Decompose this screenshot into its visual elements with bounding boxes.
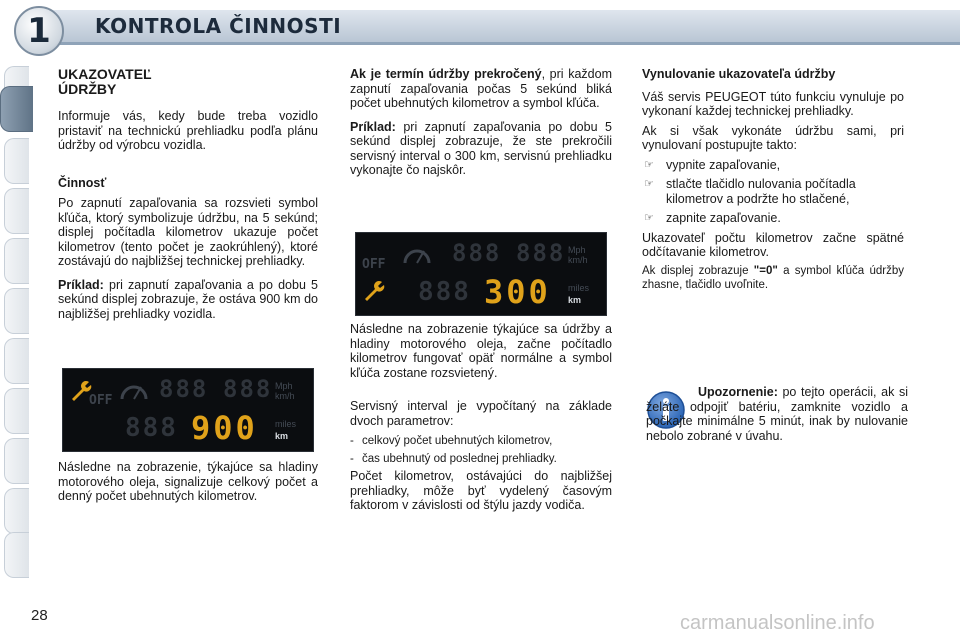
lcd-top-digits-2: 888 (516, 239, 566, 267)
chapter-tab[interactable] (4, 188, 29, 234)
column-right (642, 67, 904, 302)
reset-intro: Váš servis PEUGEOT túto funkciu vynuluje po vykonaní každej technickej prehliadky. (642, 89, 904, 118)
pointing-hand-icon: ☞ (644, 178, 654, 190)
example-paragraph (58, 278, 318, 322)
subsection-heading: Činnosť (58, 175, 107, 190)
display-text-after: a symbol kľúča údržby zhasne, tlačidlo uvoľnite. (642, 264, 904, 291)
speed-units: Mph km/h (275, 381, 295, 401)
heading-line: ÚDRŽBY (58, 81, 117, 97)
notice-text: po tejto operácii, ak si želáte odpojiť batériu, zamknite vozidlo a počkajte minimálne 5 minút, inak by nulovanie nebolo zobrané v úvahu. (646, 385, 908, 443)
list-item: - čas ubehnutý od poslednej prehliadky. (350, 452, 557, 465)
column-left-bottom (58, 460, 318, 513)
step-item (642, 158, 904, 173)
notice-box (646, 385, 908, 452)
example-text: pri zapnutí zapaľovania a po dobu 5 sekúnd displej zobrazuje, že ostáva 900 km do najbližšej prehliadky vozidla. (58, 277, 318, 321)
chapter-tab[interactable] (4, 238, 29, 284)
chapter-tab[interactable] (4, 288, 29, 334)
lcd-top-digits: 888 (159, 375, 209, 403)
chapter-tabs (0, 66, 40, 576)
lcd-top-digits: 888 (452, 239, 502, 267)
lcd-bottom-dim: 888 (125, 413, 178, 443)
chapter-number-badge: 1 (14, 6, 64, 56)
pointing-hand-icon: ☞ (644, 158, 654, 171)
header-rule (30, 42, 960, 45)
column-middle (350, 67, 612, 187)
speed-units: Mph km/h (568, 245, 588, 265)
overdue-text: , pri každom zapnutí zapaľovania počas 5 sekúnd bliká počet ubehnutých kilometrov a symbol kľúča. (350, 67, 612, 110)
list-item: - celkový počet ubehnutých kilometrov, (350, 435, 553, 447)
chapter-tab[interactable] (4, 438, 29, 484)
column-left (58, 67, 318, 330)
example-paragraph (350, 120, 612, 178)
odometer-display-300 (355, 232, 607, 316)
lcd-overdue-km: 300 (484, 273, 551, 311)
km-unit: km (568, 295, 582, 305)
off-label: OFF (89, 393, 113, 408)
step-item (642, 211, 904, 226)
section-heading (58, 67, 318, 97)
activity-paragraph: Po zapnutí zapaľovania sa rozsvieti symbol kľúča, ktorý symbolizuje údržbu, na 5 sekúnd; displej počítadla kilometrov ukazuje počet kilometrov (tento počet je zaokrúhlený), ktoré zostávajú do najbližšej technickej prehliadky. (58, 196, 318, 268)
restart-paragraph: Ukazovateľ počtu kilometrov začne spätné odčítavanie kilometrov. (642, 230, 904, 259)
off-label: OFF (362, 257, 386, 272)
list-item-text: celkový počet ubehnutých kilometrov, (362, 435, 553, 447)
pointing-hand-icon: ☞ (644, 212, 654, 224)
step-item (642, 177, 904, 206)
display-zero-paragraph (642, 264, 904, 293)
oil-gauge-icon (402, 241, 432, 267)
example-text: pri zapnutí zapaľovania po dobu 5 sekúnd displej zobrazuje, že ste prekročili servisný interval o 300 km, servisnú prehliadku vykonajte čo najskôr. (350, 119, 612, 177)
chapter-tab[interactable] (4, 388, 29, 434)
lcd-bottom-dim: 888 (418, 277, 471, 307)
notice-paragraph (646, 385, 908, 443)
step-text: zapnite zapaľovanie. (666, 211, 781, 225)
notice-label: Upozornenie: (698, 385, 778, 399)
interval-paragraph: Servisný interval je vypočítaný na základe dvoch parametrov: (350, 399, 612, 428)
list-item-text: čas ubehnutý od poslednej prehliadky. (362, 452, 557, 465)
after-display-paragraph: Následne na zobrazenie týkajúce sa údržby a hladiny motorového oleja, začne počítadlo kilometrov fungovať opäť normálne a symbol kľúča zostane rozsvietený. (350, 322, 612, 380)
remaining-paragraph: Počet kilometrov, ostávajúci do najbližšej prehliadky, môže byť vydelený časovým faktorom v závislosti od štýlu jazdy vodiča. (350, 469, 612, 512)
step-text: stlačte tlačidlo nulovania počítadla kilometrov a podržte ho stlačené, (666, 177, 856, 206)
lcd-top-digits-2: 888 (223, 375, 273, 403)
lcd-remaining-km: 900 (191, 409, 258, 447)
self-service-paragraph: Ak si však vykonáte údržbu sami, pri vynulovaní postupujte takto: (642, 123, 904, 152)
odometer-display-900 (62, 368, 314, 452)
wrench-icon (362, 279, 386, 303)
overdue-label: Ak je termín údržby prekročený (350, 67, 542, 81)
watermark: carmanualsonline.info (680, 612, 875, 634)
km-unit: km (275, 431, 289, 441)
chapter-tab-active[interactable] (0, 86, 33, 132)
chapter-tab[interactable] (4, 138, 29, 184)
intro-paragraph: Informuje vás, kedy bude treba vozidlo pristaviť na technickú prehliadku podľa plánu údržby od výrobcu vozidla. (58, 109, 318, 152)
chapter-tab[interactable] (4, 532, 29, 578)
after-display-paragraph: Následne na zobrazenie, týkajúce sa hladiny motorového oleja, signalizuje celkový počet a denný počet ubehnutých kilometrov. (58, 460, 318, 503)
page-number: 28 (31, 607, 48, 624)
example-label: Príklad: (350, 119, 396, 134)
display-text-before: Ak displej zobrazuje (642, 264, 754, 277)
chapter-tab[interactable] (4, 488, 29, 534)
column-middle-bottom (350, 322, 612, 522)
reset-heading: Vynulovanie ukazovateľa údržby (642, 67, 836, 81)
page-header (0, 0, 960, 52)
step-text: vypnite zapaľovanie, (666, 157, 781, 172)
chapter-tab[interactable] (4, 338, 29, 384)
display-zero-value: "=0" (753, 264, 778, 277)
heading-line: UKAZOVATEĽ (58, 66, 152, 82)
overdue-paragraph (350, 67, 612, 111)
miles-unit: miles (275, 419, 297, 429)
miles-unit: miles (568, 283, 590, 293)
oil-gauge-icon (119, 377, 149, 403)
chapter-title: KONTROLA ČINNOSTI (95, 14, 342, 38)
example-label: Príklad: (58, 277, 104, 292)
